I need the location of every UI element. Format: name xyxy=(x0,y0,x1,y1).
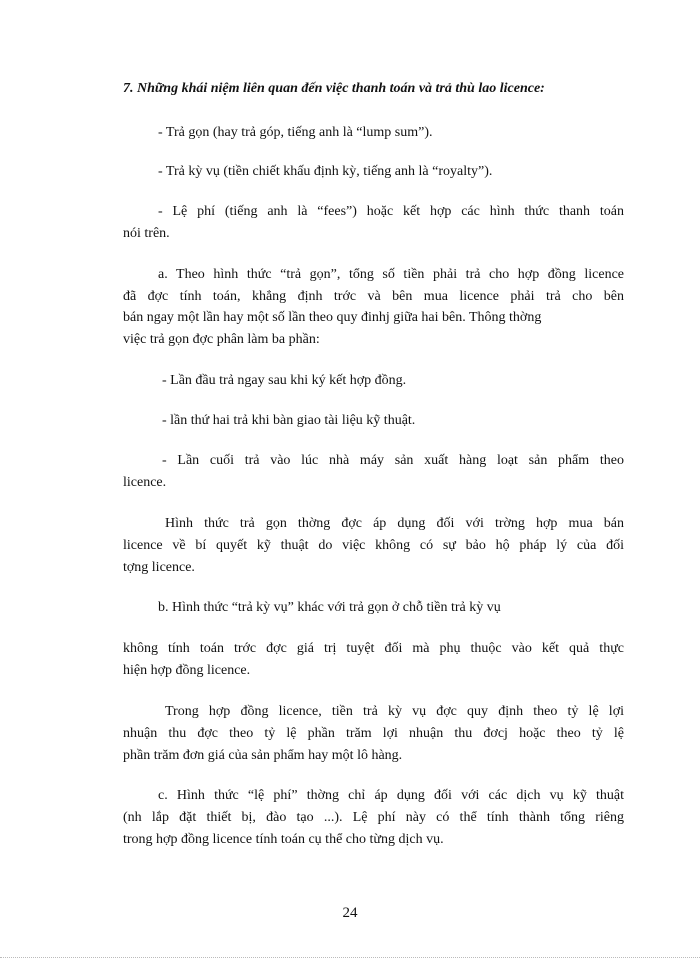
list-item-fees: - Lệ phí (tiếng anh là “fees”) hoặc kết hợp các hình thức thanh toán xyxy=(158,204,624,219)
para-b-line-2: không tính toán trớc đợc giá trị tuyệt đối mà phụ thuộc vào kết quả thực xyxy=(123,641,624,656)
para-lumpsum-line-3: tợng licence. xyxy=(123,560,195,575)
part-item-3: - Lần cuối trả vào lúc nhà máy sản xuất hàng loạt sản phẩm theo xyxy=(162,453,624,468)
para-lumpsum-line-2: licence về bí quyết kỹ thuật do việc không có sự bảo hộ pháp lý của đối xyxy=(123,538,624,553)
page-bottom-divider xyxy=(0,957,700,958)
para-a-line-1: a. Theo hình thức “trả gọn”, tổng số tiền phải trả cho hợp đồng licence xyxy=(158,267,624,282)
para-a-line-4: việc trả gọn đợc phân làm ba phần: xyxy=(123,332,320,347)
section-heading: 7. Những khái niệm liên quan đến việc thanh toán và trả thù lao licence: xyxy=(123,81,545,96)
list-item-royalty: - Trả kỳ vụ (tiền chiết khấu định kỳ, tiếng anh là “royalty”). xyxy=(158,164,493,179)
para-c-line-3: trong hợp đồng licence tính toán cụ thể cho từng dịch vụ. xyxy=(123,832,444,847)
para-royalty-line-2: nhuận thu đợc theo tỷ lệ phần trăm lợi nhuận thu đơcj hoặc theo tỷ lệ xyxy=(123,726,624,741)
list-item-fees-cont: nói trên. xyxy=(123,226,170,241)
para-c-line-2: (nh lắp đặt thiết bị, đào tạo ...). Lệ phí này có thể tính thành tổng riêng xyxy=(123,810,624,825)
para-a-line-2: đã đợc tính toán, khẳng định trớc và bên mua licence phải trả cho bên xyxy=(123,289,624,304)
part-item-3-cont: licence. xyxy=(123,475,167,490)
para-royalty-line-3: phần trăm đơn giá của sản phẩm hay một lô hàng. xyxy=(123,748,403,763)
part-item-1: - Lần đầu trả ngay sau khi ký kết hợp đồng. xyxy=(162,373,407,388)
para-royalty-line-1: Trong hợp đồng licence, tiền trả kỳ vụ đợc quy định theo tỷ lệ lợi xyxy=(165,704,624,719)
list-item-lump-sum: - Trả gọn (hay trả góp, tiếng anh là “lump sum”). xyxy=(158,125,433,140)
para-a-line-3: bán ngay một lần hay một số lần theo quy đinhj giữa hai bên. Thông thờng xyxy=(123,310,542,325)
para-b-line-1: b. Hình thức “trả kỳ vụ” khác với trả gọn ở chỗ tiền trả kỳ vụ xyxy=(158,600,501,615)
para-b-line-3: hiện hợp đồng licence. xyxy=(123,663,251,678)
para-lumpsum-line-1: Hình thức trả gọn thờng đợc áp dụng đối với trờng hợp mua bán xyxy=(165,516,624,531)
page-number: 24 xyxy=(342,905,358,921)
part-item-2: - lần thứ hai trả khi bàn giao tài liệu kỹ thuật. xyxy=(162,413,416,428)
para-c-line-1: c. Hình thức “lệ phí” thờng chỉ áp dụng đối với các dịch vụ kỹ thuật xyxy=(158,788,624,803)
